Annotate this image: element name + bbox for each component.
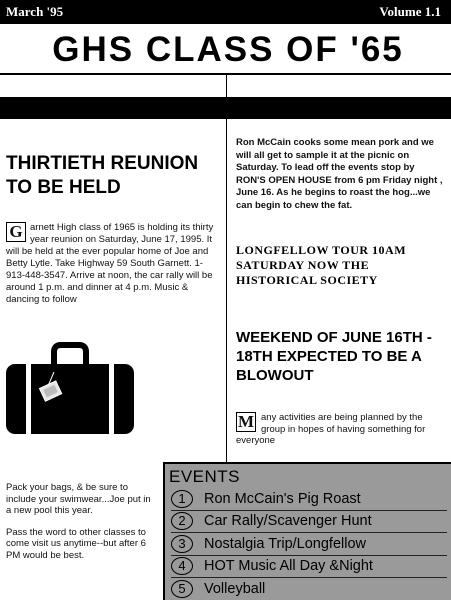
event-number: 1 [171, 490, 193, 508]
dropcap-letter: G [6, 222, 26, 242]
list-item [171, 511, 447, 534]
pig-roast-article: Ron McCain cooks some mean pork and we will all get to sample it at the picnic on Saturday. To lead off the events stop by RON'S OPEN HOUSE from 6 pm Friday night , June 16. As he begins to roast the hog...we can begin to chew the fat. [236, 137, 443, 211]
list-item [171, 578, 447, 600]
list-item [171, 556, 447, 579]
pack-text-swimwear: Pack your bags, & be sure to include your swimwear...Joe put in a new pool this year. [6, 482, 151, 516]
event-number: 5 [171, 580, 193, 598]
reunion-article [6, 222, 221, 306]
event-number: 4 [171, 557, 193, 575]
events-title: EVENTS [169, 467, 241, 486]
pack-text-classes: Pass the word to other classes to come visit us anytime--but after 6 PM would be best. [6, 526, 146, 561]
top-bar [0, 0, 451, 24]
activities-body: any activities are being planned by the group in hopes of having something for everyone [236, 412, 426, 446]
event-label: HOT Music All Day &Night [204, 558, 373, 575]
event-number: 3 [171, 535, 193, 553]
event-label: Volleyball [204, 580, 266, 597]
pack-bags-note [6, 482, 156, 571]
list-item [171, 488, 447, 511]
list-item [171, 533, 447, 556]
reunion-body: arnett High class of 1965 is holding its thirty year reunion on Saturday, June 17, 1995. It will be held at the ever popular home of Joe and Betty Lytle. Take Highway 59 South Garnett. 1-913-448-3547. Arrive at noon, the car rally will be around 1 p.m. and dinner at 4 p.m. Music & dancing to follow [6, 222, 214, 305]
suitcase-icon [6, 342, 134, 434]
black-banner [0, 97, 451, 119]
issue-volume: Volume 1.1 [379, 4, 441, 19]
dropcap-letter: M [237, 412, 255, 431]
longfellow-tour-notice: LONGFELLOW TOUR 10AM SATURDAY NOW THE HISTORICAL SOCIETY [236, 243, 407, 287]
masthead-title: GHS CLASS OF '65 [52, 30, 404, 69]
event-label: Nostalgia Trip/Longfellow [204, 535, 367, 552]
event-label: Ron McCain's Pig Roast [204, 490, 361, 507]
column-divider [226, 119, 227, 462]
column-divider [226, 75, 227, 97]
weekend-headline: WEEKEND OF JUNE 16TH - 18TH EXPECTED TO BE A BLOWOUT [236, 329, 432, 384]
activities-article [236, 412, 446, 447]
events-list [171, 488, 447, 600]
events-box [163, 462, 451, 600]
issue-date: March '95 [6, 4, 64, 19]
event-number: 2 [171, 512, 193, 530]
event-label: Car Rally/Scavenger Hunt [204, 513, 372, 530]
reunion-headline: THIRTIETH REUNION TO BE HELD [6, 153, 199, 198]
